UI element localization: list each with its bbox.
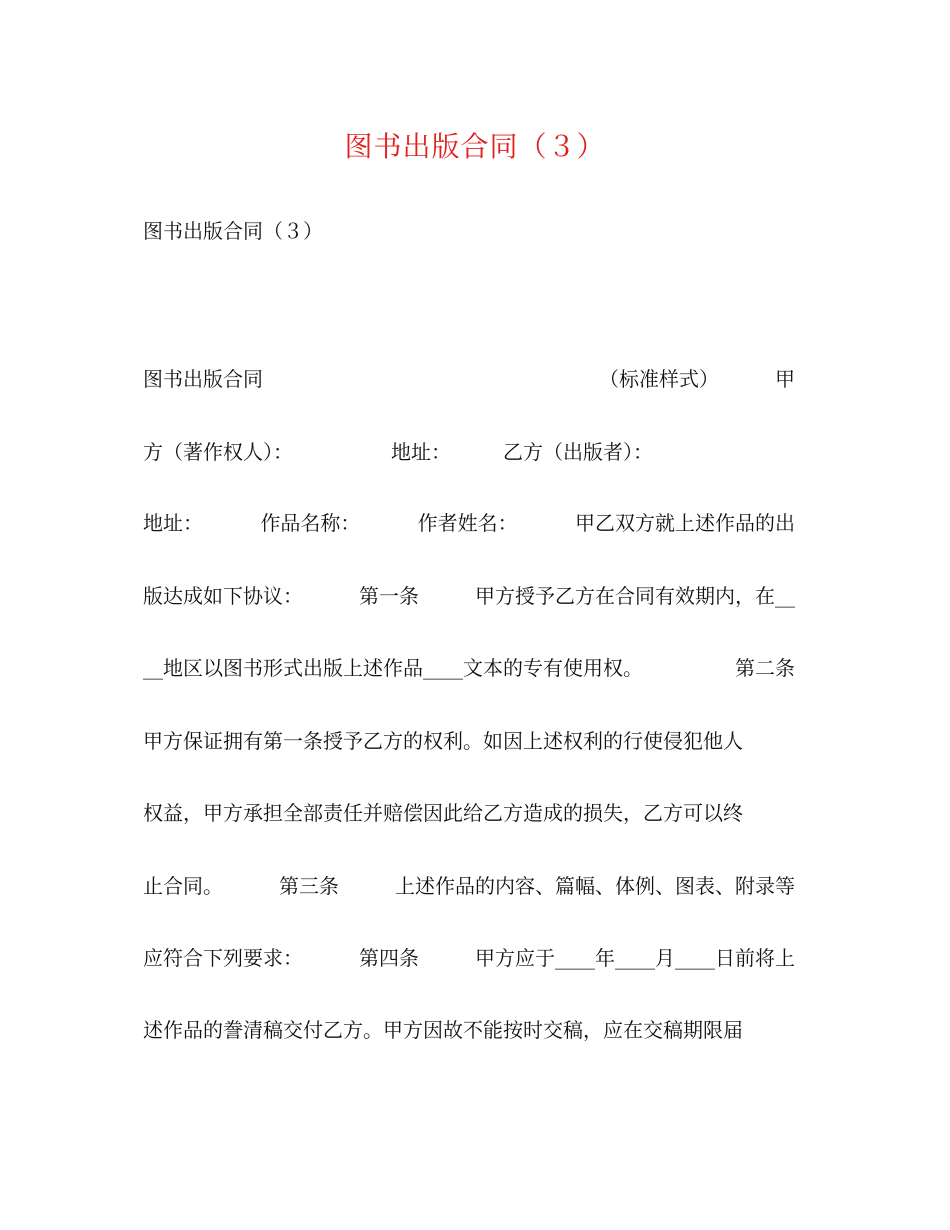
text-segment: 甲方授予乙方在合同有效期内，在__ [475, 584, 795, 608]
text-segment: 应符合下列要求： [143, 946, 303, 970]
text-segment: 甲方应于____年____月____日前将上 [475, 946, 795, 970]
text-segment: 版达成如下协议： [143, 584, 303, 608]
text-segment: 权益，甲方承担全部责任并赔偿因此给乙方造成的损失，乙方可以终 [143, 801, 743, 825]
text-segment: 止合同。 [143, 874, 223, 898]
text-line-2 [143, 437, 795, 467]
page-title: 图书出版合同（３） [344, 130, 606, 163]
text-segment: 图书出版合同 [143, 367, 263, 391]
text-line-4 [143, 581, 795, 611]
text-segment: 甲 [775, 367, 795, 391]
document-subtitle: 图书出版合同（３） [143, 219, 323, 243]
text-segment: 第三条 [279, 874, 339, 898]
text-line-8 [143, 871, 795, 901]
text-segment: 第四条 [359, 946, 419, 970]
text-line-10 [143, 1015, 795, 1045]
text-line-7 [143, 798, 795, 828]
text-segment: 第二条 [735, 656, 795, 680]
text-segment: 乙方（出版者）： [503, 440, 653, 464]
text-segment: （标准样式） [599, 367, 719, 391]
text-segment: 作品名称： [260, 511, 361, 535]
text-segment: 地址： [391, 440, 451, 464]
text-segment: 上述作品的内容、篇幅、体例、图表、附录等 [395, 874, 795, 898]
text-line-9 [143, 943, 795, 973]
text-segment: 述作品的誊清稿交付乙方。甲方因故不能按时交稿，应在交稿期限届 [143, 1018, 743, 1042]
text-segment: __地区以图书形式出版上述作品____文本的专有使用权。 [143, 656, 643, 680]
text-segment: 第一条 [359, 584, 419, 608]
text-segment: 甲方保证拥有第一条授予乙方的权利。如因上述权利的行使侵犯他人 [143, 729, 743, 753]
text-line-3 [143, 508, 795, 538]
text-segment: 地址： [143, 511, 203, 535]
text-line-6 [143, 726, 795, 756]
text-line-5 [143, 653, 795, 683]
text-segment: 方（著作权人）： [143, 440, 293, 464]
text-line-1 [143, 364, 795, 394]
text-segment: 甲乙双方就上述作品的出 [574, 511, 795, 535]
text-segment: 作者姓名： [417, 511, 518, 535]
